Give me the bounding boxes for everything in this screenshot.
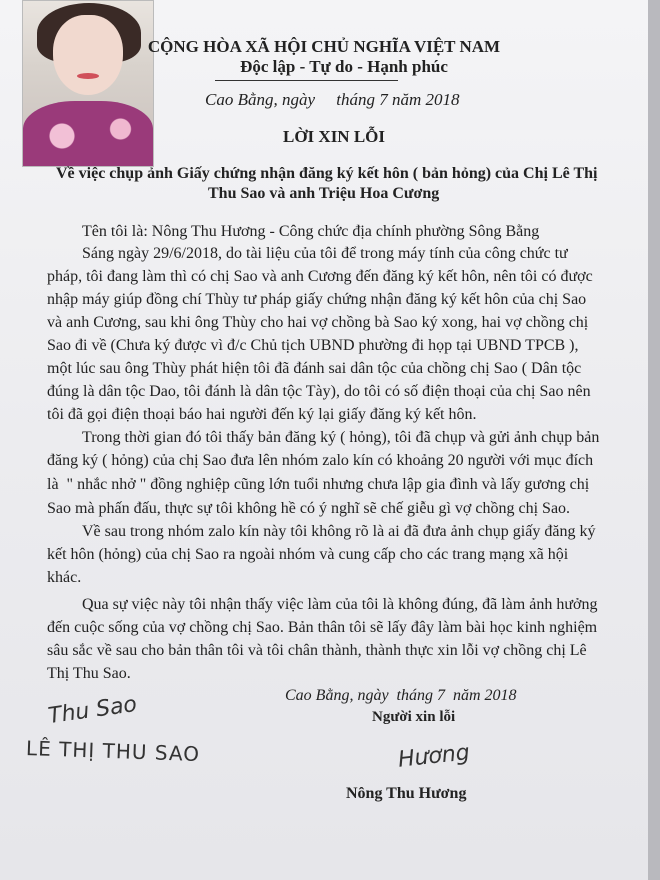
body-line: khác. — [47, 569, 82, 586]
body-line: Thị Thu Sao. — [47, 665, 131, 682]
signer-name: Nông Thu Hương — [346, 785, 467, 802]
body-line: kết hôn (hỏng) của chị Sao ra ngoài nhóm và cung cấp cho các trang mạng xã hội — [47, 546, 569, 563]
header-place-date: Cao Bằng, ngày tháng 7 năm 2018 — [205, 90, 460, 109]
body-line: nhập máy giúp đồng chí Thùy tư pháp giấy chứng nhận đăng ký kết hôn của chị Sao — [47, 291, 587, 308]
body-line: Tên tôi là: Nông Thu Hương - Công chức địa chính phường Sông Bằng — [82, 223, 540, 240]
body-line: sâu sắc về sau cho bản thân tôi và tôi chân thành, thành thực xin lỗi vợ chồng chị Lê — [47, 642, 587, 659]
body-line: pháp, tôi đang làm thì có chị Sao và anh Cương đến đăng ký kết hôn, nên tôi có được — [47, 268, 593, 285]
body-line: đúng là dân tộc Dao, tôi đánh là dân tộc Tày), do tôi có số điện thoại của chị Sao nên — [47, 383, 591, 400]
right-signature: Hương — [396, 740, 471, 773]
body-line: đăng ký ( hỏng) của chị Sao đưa lên nhóm zalo kín có khoảng 20 người với mục đích — [47, 452, 594, 469]
body-line: một lúc sau ông Thùy phát hiện tôi đã đánh sai dân tộc của chồng chị Sao ( Dân tộc — [47, 360, 582, 377]
body-line: Qua sự việc này tôi nhận thấy việc làm của tôi là không đúng, đã làm ảnh hưởng — [82, 596, 598, 613]
body-line: Sao đi về (Chưa ký được vì đ/c Chủ tịch UBND phường đi họp tại UBND TPCB ), — [47, 337, 579, 354]
subject-line: Thu Sao và anh Triệu Hoa Cương — [208, 185, 440, 202]
motto: Độc lập - Tự do - Hạnh phúc — [240, 57, 448, 76]
page-edge — [648, 0, 660, 880]
subject-line: Về việc chụp ảnh Giấy chứng nhận đăng ký kết hôn ( bản hỏng) của Chị Lê Thị — [56, 165, 598, 182]
closing-role: Người xin lỗi — [372, 709, 456, 725]
body-line: Trong thời gian đó tôi thấy bản đăng ký ( hỏng), tôi đã chụp và gửi ảnh chụp bản — [82, 429, 600, 446]
left-signature: Thu Sao — [46, 691, 139, 730]
body-line: tôi đã gọi điện thoại báo hai người đến ký lại giấy đăng ký kết hôn. — [47, 406, 477, 423]
body-line: là " nhắc nhở " đồng nghiệp cũng lớn tuổi nhưng chưa lập gia đình và lấy gương chị — [47, 476, 590, 493]
body-line: Về sau trong nhóm zalo kín này tôi không rõ là ai đã đưa ảnh chụp giấy đăng ký — [82, 523, 596, 540]
handwritten-name: LÊ THỊ THU SAO — [25, 735, 201, 767]
body-line: Sao mà phấn đấu, thực sự tôi không hề có ý nghĩ sẽ chế giễu gì vợ chồng chị Sao. — [47, 500, 571, 517]
body-line: và anh Cương, sau khi ông Thùy cho hai vợ chồng bà Sao ký xong, hai vợ chồng chị — [47, 314, 589, 331]
body-line: Sáng ngày 29/6/2018, do tài liệu của tôi để trong máy tính của công chức tư — [82, 245, 568, 262]
body-line: đến cuộc sống của vợ chồng chị Sao. Bản thân tôi sẽ lấy đây làm bài học kinh nghiệm — [47, 619, 598, 636]
document-title: LỜI XIN LỖI — [282, 127, 386, 146]
nation-header: CỘNG HÒA XÃ HỘI CHỦ NGHĨA VIỆT NAM — [147, 37, 501, 56]
closing-place-date: Cao Bằng, ngày tháng 7 năm 2018 — [285, 687, 517, 704]
header-divider — [215, 80, 398, 81]
